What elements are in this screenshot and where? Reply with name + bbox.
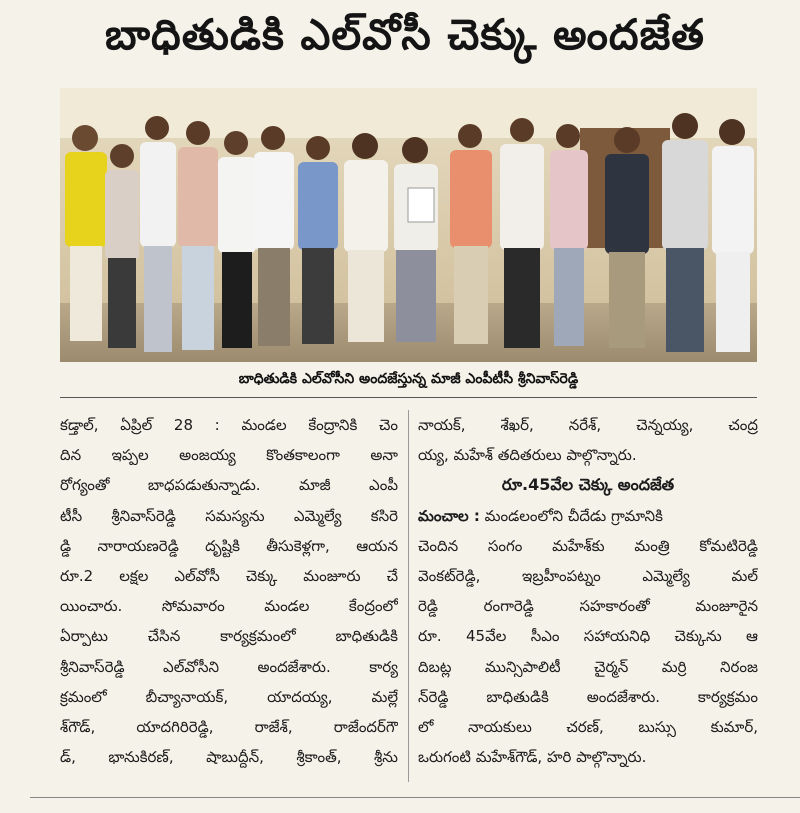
news-photo [60, 88, 757, 362]
article-text: మండలంలోని చీదేడు గ్రామానికి [479, 506, 663, 525]
article-line: డ్డి నారాయణరెడ్డి దృష్టికి తీసుకెళ్లగా, ఆయన [60, 536, 398, 555]
article-line-dateline [418, 501, 758, 531]
article-line: వెంకట్‌రెడ్డి, ఇబ్రహీంపట్నం ఎమ్మెల్యే మల్ [418, 566, 758, 585]
article-line: శ్రీనివాస్‌రెడ్డి ఎల్‌వోసీని అందజేశారు. కార్య [60, 657, 398, 676]
dateline: మంచాల : [418, 506, 480, 525]
article-line: ఒరుగంటి మహేశ్‌గౌడ్, హరి పాల్గొన్నారు. [418, 748, 647, 767]
article-line: శ్‌గౌడ్, యాదగిరిరెడ్డి, రాజేశ్, రాజేందర్‌గౌ [60, 717, 398, 736]
group-photo-illustration [60, 88, 757, 362]
article-line: దిబట్ల మున్సిపాలిటీ చైర్మన్ మర్రి నిరంజ [418, 657, 758, 676]
article-line: టీసీ శ్రీనివాస్‌రెడ్డి సమస్యను ఎమ్మెల్యే కసిరె [60, 506, 398, 525]
article-line: రూ.2 లక్షల ఎల్‌వోసీ చెక్కు మంజూరు చే [60, 566, 398, 585]
article-right-column [418, 410, 758, 772]
article-line: రూ. 45వేల సీఎం సహాయనిధి చెక్కును ఆ [418, 627, 758, 646]
caption-divider [60, 397, 757, 398]
article-line: దిన ఇప్పల అంజయ్య కొంతకాలంగా అనా [60, 446, 398, 465]
column-divider [408, 410, 409, 782]
article-line: డ్, భానుకిరణ్, షాబుద్దీన్, శ్రీకాంత్, శ్రీను [60, 748, 398, 767]
article-left-column [60, 410, 398, 772]
article-line: య్య, మహేశ్ తదితరులు పాల్గొన్నారు. [418, 446, 637, 465]
bottom-border [30, 797, 800, 798]
article-line: న్‌రెడ్డి బాధితుడికి అందజేశారు. కార్యక్రమం [418, 687, 758, 706]
article-line: రెడ్డి రంగారెడ్డి సహకారంతో మంజూరైన [418, 597, 758, 616]
article-line: నాయక్, శేఖర్, నరేశ్, చెన్నయ్య, చంద్ర [418, 416, 758, 434]
sub-headline: రూ.45వేల చెక్కు అందజేత [501, 475, 675, 495]
article-line: యించారు. సోమవారం మండల కేంద్రంలో [60, 597, 398, 616]
article-line: చెందిన సంగం మహేశ్‌కు మంత్రి కోమటిరెడ్డి [418, 536, 758, 555]
headline: బాధితుడికి ఎల్‌వోసీ చెక్కు అందజేత [105, 10, 705, 59]
article-line: ఏర్పాటు చేసిన కార్యక్రమంలో బాధితుడికి [60, 627, 398, 646]
article-line: కడ్తాల్, ఏప్రిల్ 28 : మండల కేంద్రానికి చెం [60, 416, 398, 434]
article-line: లో నాయకులు చరణ్, బుస్సు కుమార్, [418, 717, 758, 736]
article-line: క్రమంలో బీచ్యానాయక్, యాదయ్య, మల్లే [60, 687, 398, 706]
photo-caption: బాధితుడికి ఎల్‌వోసీని అందజేస్తున్న మాజీ ఎంపీటీసీ శ్రీనివాస్‌రెడ్డి [238, 370, 579, 387]
article-line: రోగ్యంతో బాధపడుతున్నాడు. మాజీ ఎంపీ [60, 476, 398, 495]
